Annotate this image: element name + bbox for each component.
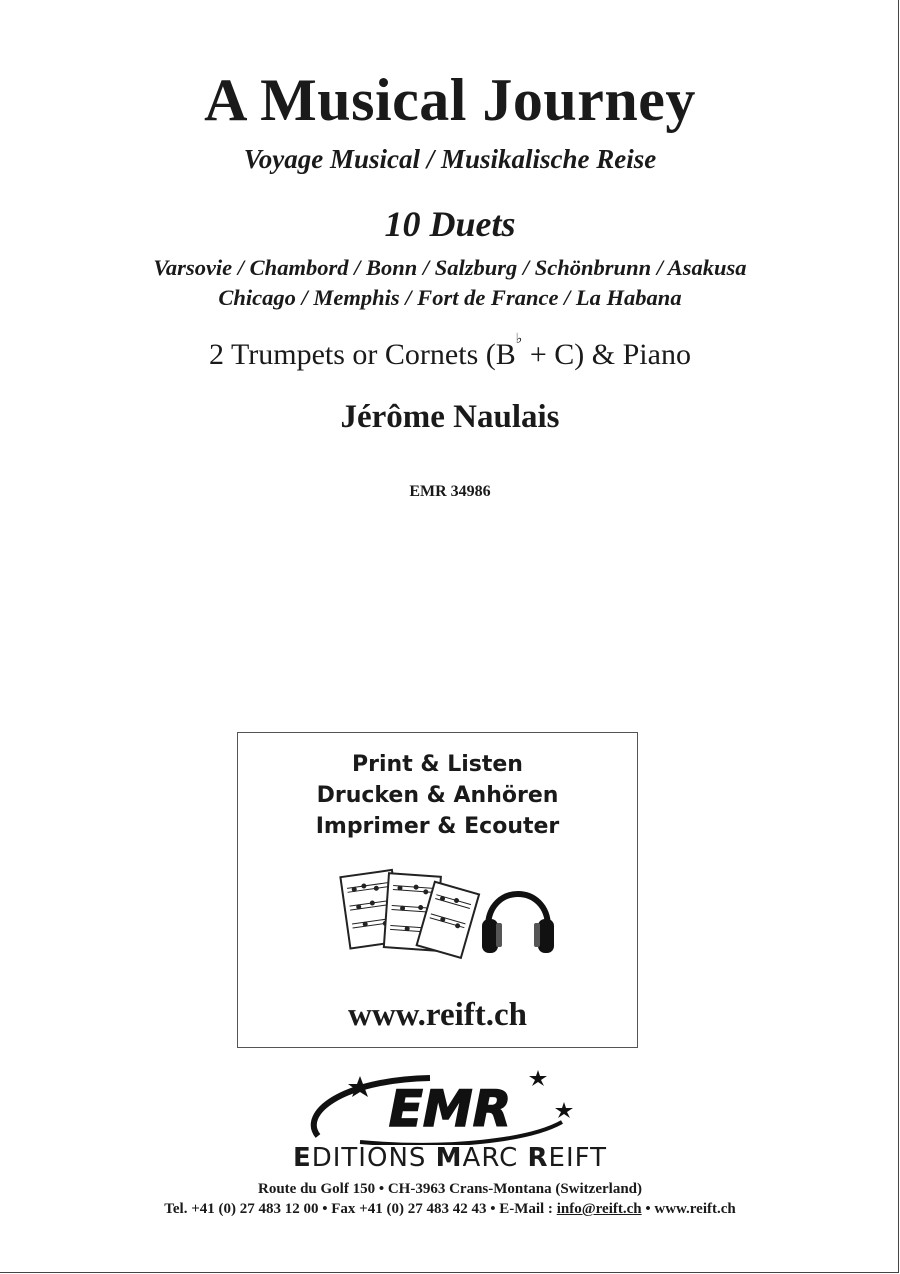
publisher-name bbox=[0, 1142, 900, 1174]
flat-sign: ♭ bbox=[515, 332, 523, 347]
publisher-m: M bbox=[435, 1143, 463, 1173]
contact-phone-fax: Tel. +41 (0) 27 483 12 00 • Fax +41 (0) 27 483 42 43 • E-Mail : bbox=[164, 1201, 557, 1217]
promo-icons bbox=[338, 865, 558, 965]
duets-heading: 10 Duets bbox=[384, 204, 516, 244]
contact-web: • www.reift.ch bbox=[641, 1201, 736, 1217]
catalog-number: EMR 34986 bbox=[409, 483, 491, 500]
publisher-ditions: DITIONS bbox=[311, 1143, 427, 1173]
promo-url[interactable]: www.reift.ch bbox=[347, 997, 528, 1033]
promo-text bbox=[238, 749, 637, 842]
sheet-music-icon bbox=[340, 870, 479, 958]
composer: Jérôme Naulais bbox=[340, 399, 560, 435]
publisher-eift: EIFT bbox=[548, 1143, 608, 1173]
publisher-arc: ARC bbox=[462, 1143, 519, 1173]
address: Route du Golf 150 • CH-3963 Crans-Montana (Switzerland) bbox=[258, 1181, 642, 1197]
email-link[interactable]: info@reift.ch bbox=[556, 1201, 642, 1217]
instrumentation-text-a: 2 Trumpets or Cornets (B bbox=[209, 338, 516, 371]
publisher-e: E bbox=[292, 1143, 312, 1173]
promo-line-en: Print & Listen bbox=[352, 752, 523, 777]
promo-line-fr: Imprimer & Ecouter bbox=[315, 814, 560, 839]
instrumentation-text-b: + C) & Piano bbox=[522, 338, 691, 371]
pieces-line-2: Chicago / Memphis / Fort de France / La Habana bbox=[218, 285, 682, 310]
promo-line-de: Drucken & Anhören bbox=[316, 783, 559, 808]
contact-line bbox=[0, 1200, 900, 1218]
emr-logo bbox=[300, 1070, 580, 1145]
instrumentation bbox=[0, 332, 900, 374]
subtitle: Voyage Musical / Musikalische Reise bbox=[243, 144, 657, 174]
pieces-list bbox=[0, 253, 900, 313]
print-listen-box bbox=[237, 732, 638, 1048]
publisher-r: R bbox=[527, 1143, 549, 1173]
logo-text: EMR bbox=[388, 1080, 512, 1138]
headphones-icon bbox=[482, 894, 554, 953]
pieces-line-1: Varsovie / Chambord / Bonn / Salzburg / Schönbrunn / Asakusa bbox=[153, 255, 747, 280]
page-title: A Musical Journey bbox=[204, 67, 696, 133]
